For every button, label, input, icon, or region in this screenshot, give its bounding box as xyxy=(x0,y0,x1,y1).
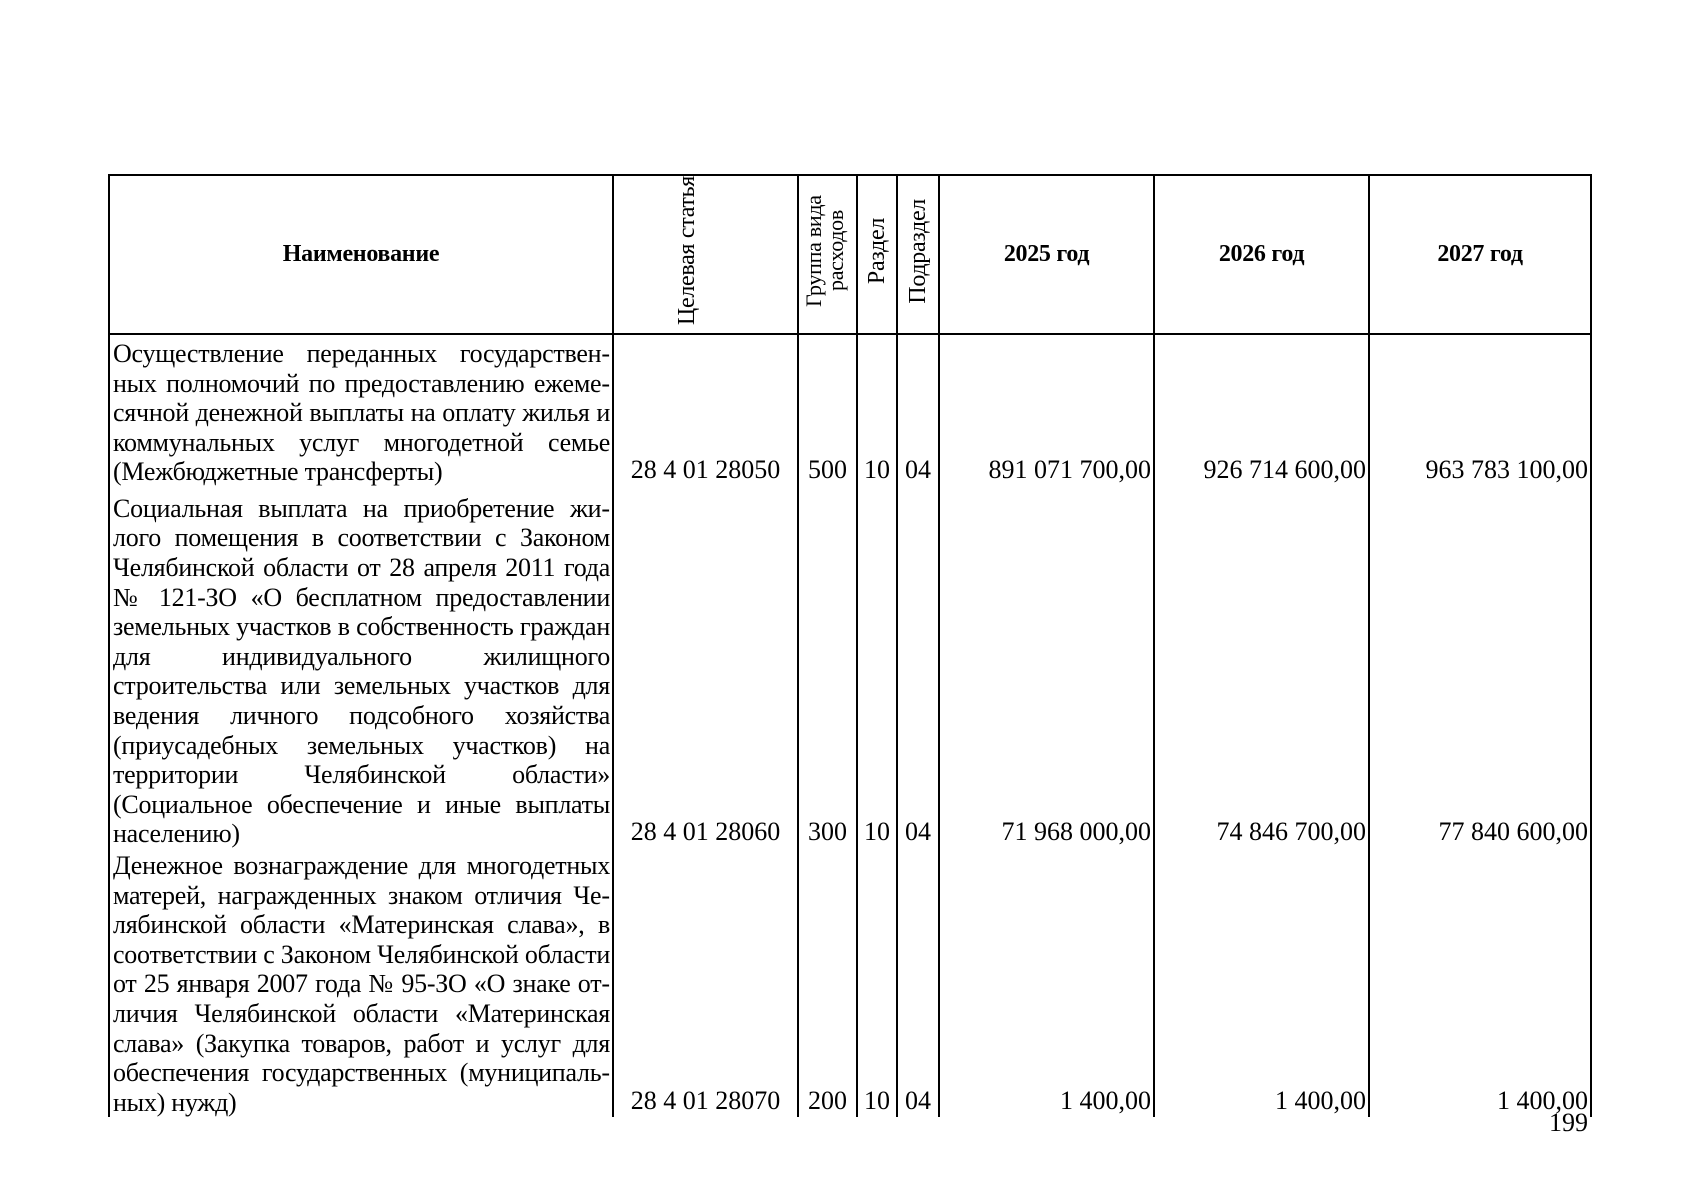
row-subsection: 04 xyxy=(897,849,939,1117)
header-subsection: Подраздел xyxy=(897,175,939,334)
row-amount-2027: 1 400,00 xyxy=(1369,849,1591,1117)
row-subsection: 04 xyxy=(897,334,939,487)
row-amount-2026: 1 400,00 xyxy=(1154,849,1369,1117)
row-section: 10 xyxy=(857,334,897,487)
row-amount-2026: 74 846 700,00 xyxy=(1154,487,1369,849)
row-name: Денежное вознаграждение для многодетных матерей, награжденных знаком отличия Челябинской области «Материнская слава», в соответствии с Законом Челябинской области от 25 января 2007 года № 95-ЗО «О знаке отличия Челябинской области «Материнская слава» (Закупка товаров, работ и услуг для обеспечения государственных (муниципальных) нужд) xyxy=(109,849,613,1117)
row-target-article: 28 4 01 28060 xyxy=(613,487,798,849)
row-amount-2026: 926 714 600,00 xyxy=(1154,334,1369,487)
header-year-2026: 2026 год xyxy=(1154,175,1369,334)
header-expense-group: Группа вида расходов xyxy=(798,175,857,334)
page-number: 199 xyxy=(1549,1108,1588,1137)
header-year-2025: 2025 год xyxy=(939,175,1154,334)
row-amount-2025: 71 968 000,00 xyxy=(939,487,1154,849)
row-name: Социальная выплата на приобретение жилого помещения в соответствии с Законом Челябинской области от 28 апреля 2011 года № 121-ЗО «О бесплатном предоставлении земельных участков в собственность граждан для индивидуального жилищного строительства или земельных участков для ведения личного подсобного хозяйства (приусадебных земельных участков) на территории Челябинской области» (Социальное обеспечение и иные выплаты населению) xyxy=(109,487,613,849)
header-section: Раздел xyxy=(857,175,897,334)
header-target-article: Целевая статья xyxy=(613,175,798,334)
table-row xyxy=(109,334,1591,487)
budget-table xyxy=(108,174,1592,1117)
row-name: Осуществление переданных государственных полномочий по предоставлению ежемесячной денежной выплаты на оплату жилья и коммунальных услуг многодетной семье (Межбюджетные трансферты) xyxy=(109,334,613,487)
header-year-2027: 2027 год xyxy=(1369,175,1591,334)
row-subsection: 04 xyxy=(897,487,939,849)
row-expense-group: 300 xyxy=(798,487,857,849)
row-amount-2027: 963 783 100,00 xyxy=(1369,334,1591,487)
row-amount-2025: 891 071 700,00 xyxy=(939,334,1154,487)
header-name: Наименование xyxy=(109,175,613,334)
row-expense-group: 500 xyxy=(798,334,857,487)
row-target-article: 28 4 01 28070 xyxy=(613,849,798,1117)
table-header-row xyxy=(109,175,1591,334)
row-section: 10 xyxy=(857,849,897,1117)
table-row xyxy=(109,487,1591,849)
table-row xyxy=(109,849,1591,1117)
row-expense-group: 200 xyxy=(798,849,857,1117)
row-amount-2025: 1 400,00 xyxy=(939,849,1154,1117)
row-target-article: 28 4 01 28050 xyxy=(613,334,798,487)
row-amount-2027: 77 840 600,00 xyxy=(1369,487,1591,849)
row-section: 10 xyxy=(857,487,897,849)
